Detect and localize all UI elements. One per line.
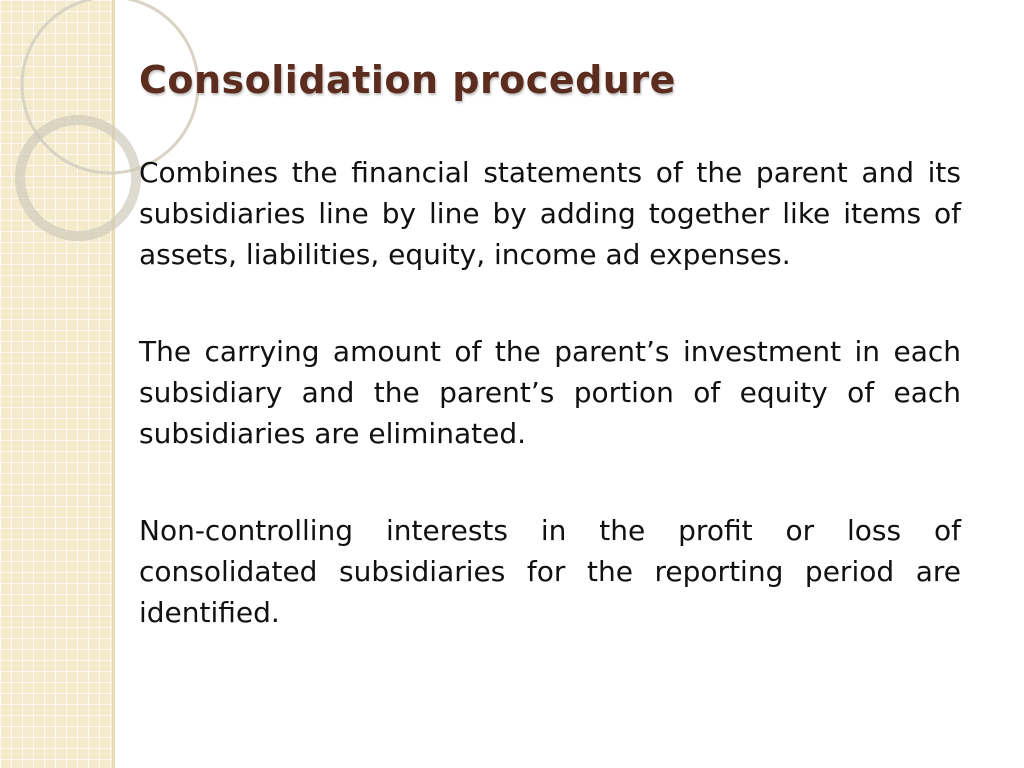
paragraph-3: Non-controlling interests in the profit or loss of consolidated subsidiaries for the reporting period are identified. [139, 514, 961, 629]
paragraph-1: Combines the financial statements of the parent and its subsidiaries line by line by adding together like items of assets, liabilities, equity, income ad expenses. [139, 156, 961, 271]
paragraph-2: The carrying amount of the parent’s investment in each subsidiary and the parent’s portion of equity of each subsidiaries are eliminated. [139, 335, 961, 450]
slide-title: Consolidation procedure [139, 58, 676, 102]
slide-body [139, 152, 961, 633]
strip-edge [112, 0, 115, 768]
side-grid-strip [0, 0, 112, 768]
